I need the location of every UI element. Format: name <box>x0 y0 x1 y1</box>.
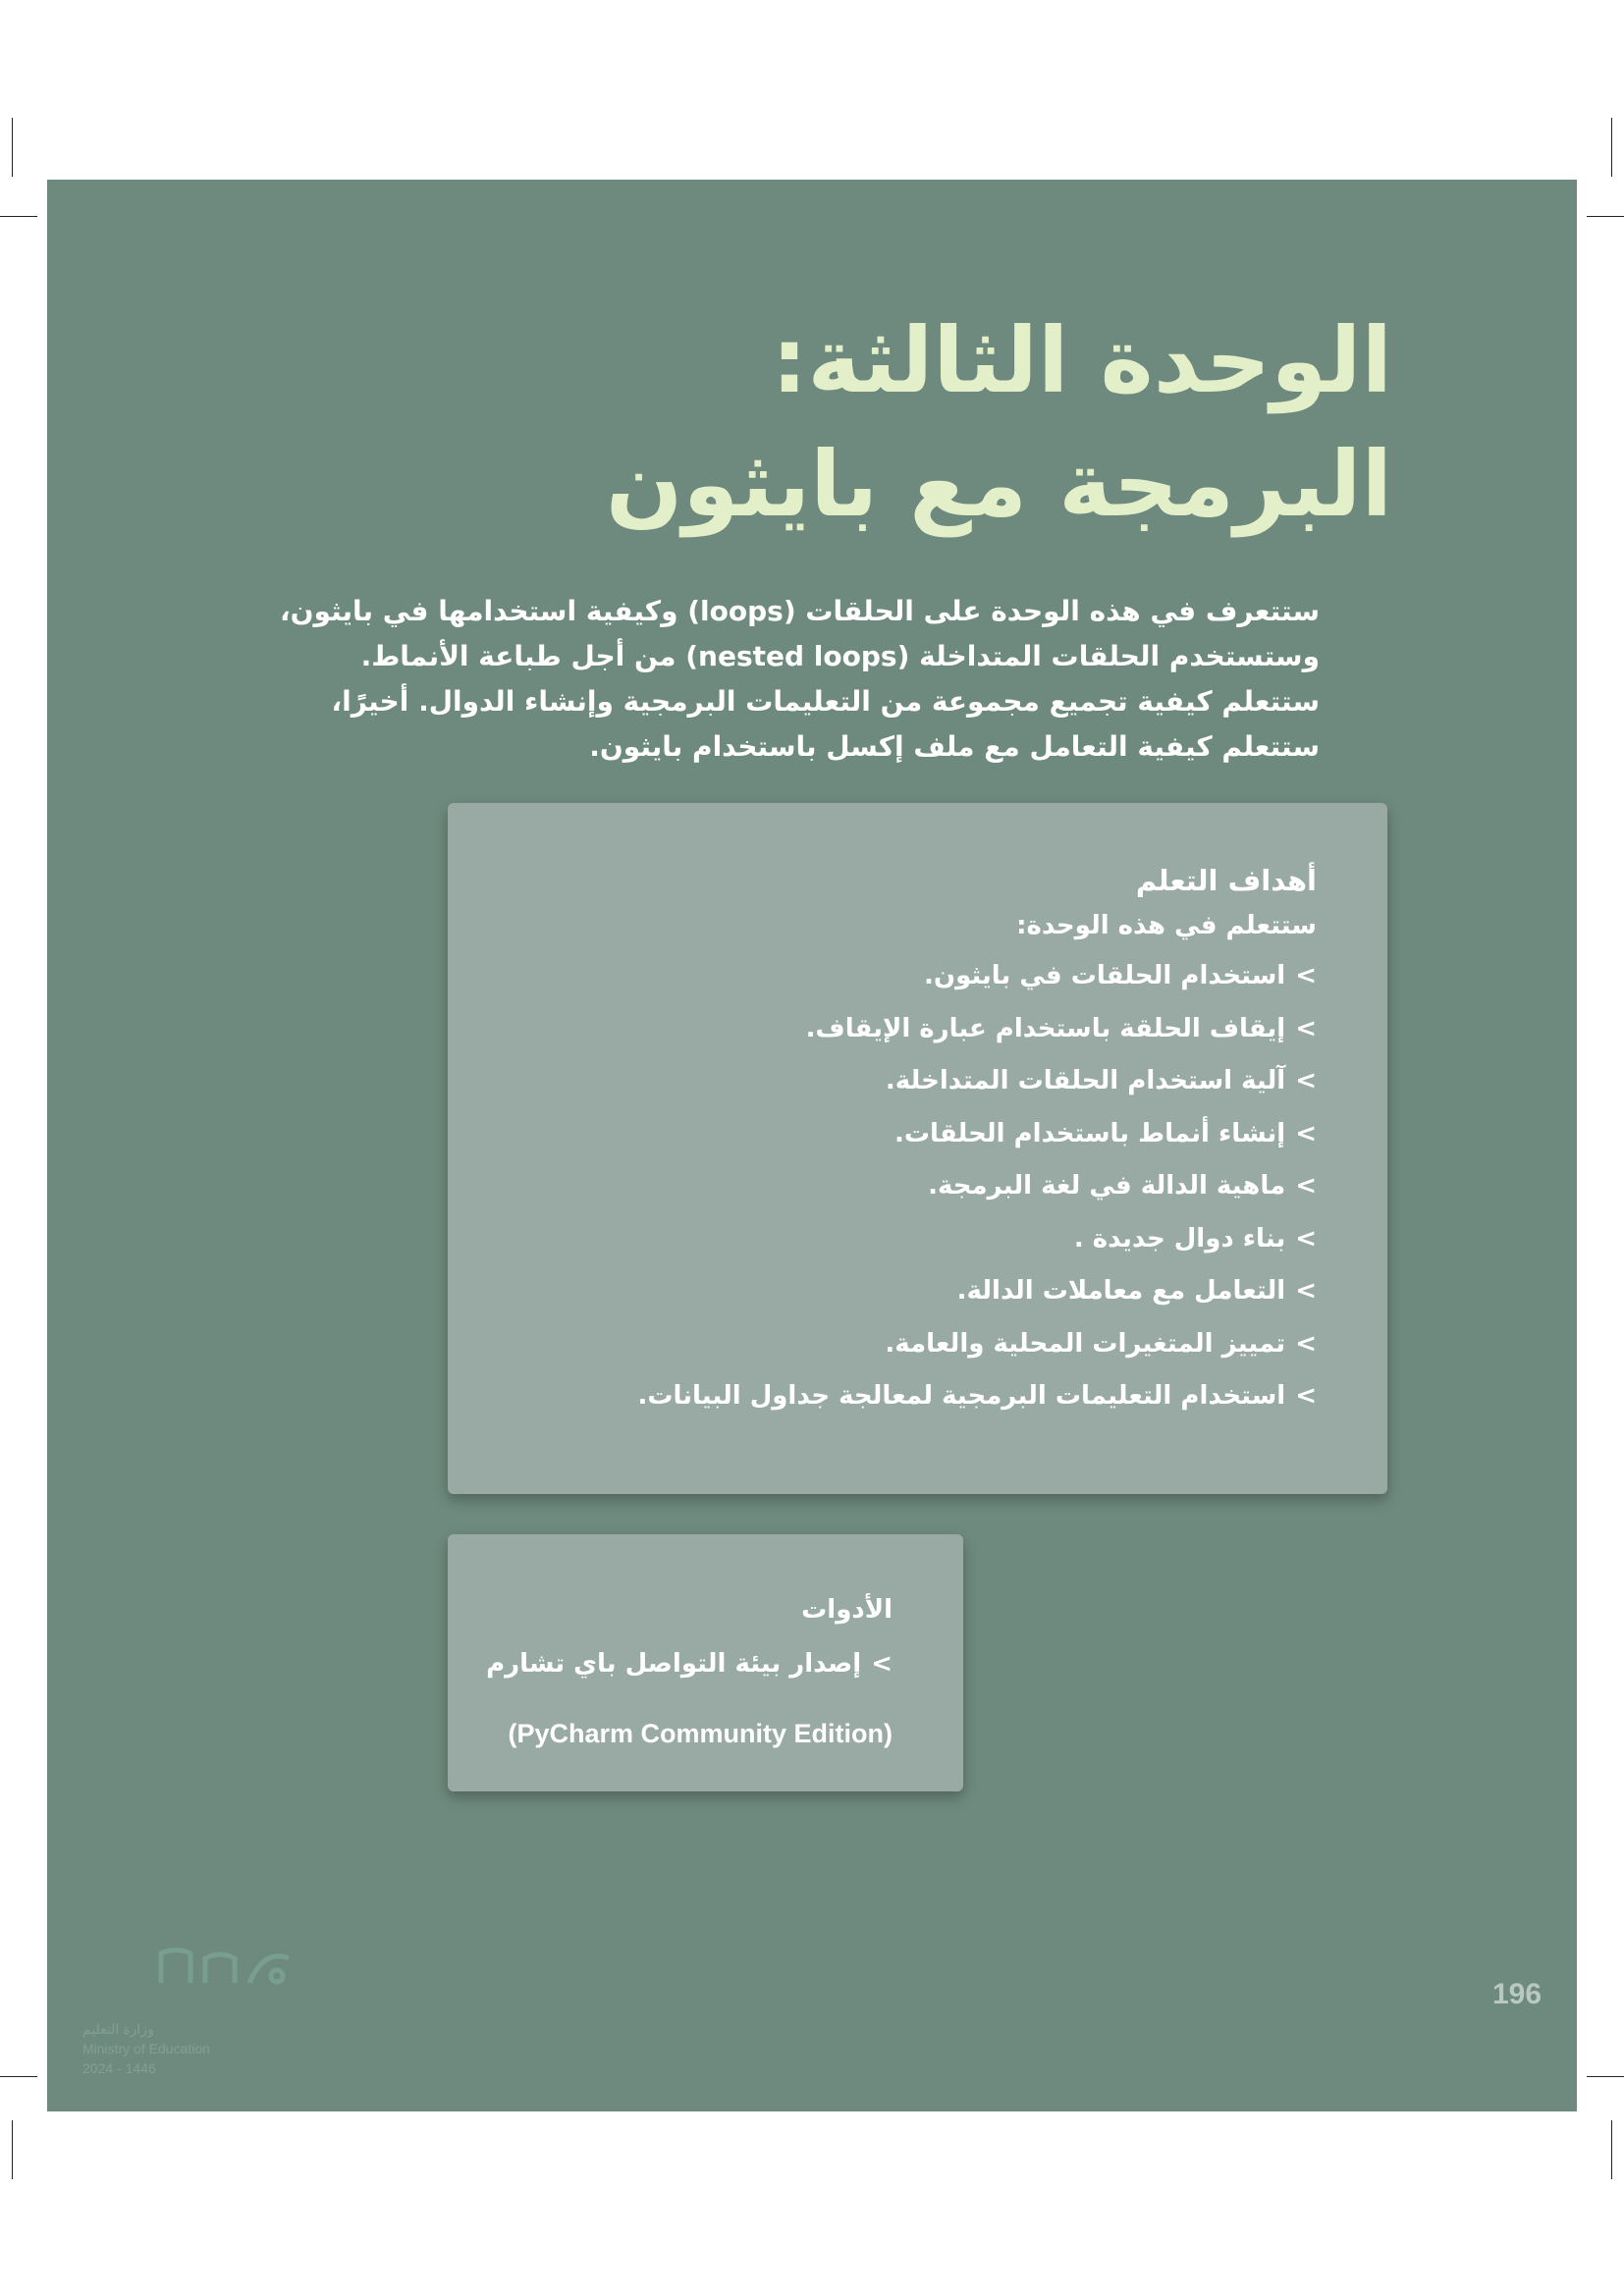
unit-introduction <box>280 589 1320 770</box>
learning-goals-title: أهداف التعلم <box>1135 864 1317 897</box>
list-item <box>512 1166 1317 1219</box>
unit-title <box>410 299 1392 547</box>
chevron-bullet-icon: > <box>1295 1013 1317 1043</box>
intro-line: ستتعلم كيفية تجميع مجموعة من التعليمات البرمجية وإنشاء الدوال. أخيرًا، <box>331 685 1320 718</box>
crop-mark <box>1611 118 1612 177</box>
unit-title-line1: الوحدة الثالثة: <box>771 308 1392 413</box>
intro-line: ستتعرف في هذه الوحدة على الحلقات (loops) وكيفية استخدامها في بايثون، <box>280 595 1320 627</box>
ministry-emblem-icon <box>151 1939 298 1998</box>
chevron-bullet-icon: > <box>1295 961 1317 990</box>
crop-mark <box>12 2120 13 2179</box>
chevron-bullet-icon: > <box>1295 1328 1317 1359</box>
learning-goals-subtitle: ستتعلم في هذه الوحدة: <box>1016 911 1317 940</box>
chevron-bullet-icon: > <box>1295 1276 1317 1306</box>
goal-text: إيقاف الحلقة باستخدام عبارة الإيقاف. <box>805 1013 1286 1043</box>
chevron-bullet-icon: > <box>1295 1223 1317 1254</box>
ministry-year: 2024 - 1446 <box>82 2060 156 2076</box>
crop-mark <box>0 2076 37 2077</box>
crop-mark <box>1611 2120 1612 2179</box>
ministry-name-en: Ministry of Education <box>82 2041 210 2056</box>
crop-mark <box>12 118 13 177</box>
crop-mark <box>1587 2076 1624 2077</box>
goal-text: ماهية الدالة في لغة البرمجة. <box>928 1171 1286 1201</box>
goal-text: التعامل مع معاملات الدالة. <box>956 1276 1286 1306</box>
page-number: 196 <box>1492 1978 1543 2010</box>
chevron-bullet-icon: > <box>1295 1066 1317 1095</box>
goal-text: آلية استخدام الحلقات المتداخلة. <box>885 1066 1286 1095</box>
goal-text: إنشاء أنماط باستخدام الحلقات. <box>894 1118 1286 1148</box>
crop-mark <box>1587 216 1624 217</box>
list-item <box>512 1114 1317 1167</box>
tools-item-text: إصدار بيئة التواصل باي تشارم <box>486 1649 862 1679</box>
tools-item <box>480 1642 893 1685</box>
tools-item-english: (PyCharm Community Edition) <box>508 1719 893 1748</box>
ministry-text <box>82 2019 210 2078</box>
list-item <box>512 1271 1317 1324</box>
goal-text: بناء دوال جديدة . <box>1073 1223 1286 1254</box>
list-item <box>512 1324 1317 1377</box>
learning-goals-list <box>512 956 1317 1429</box>
list-item <box>512 956 1317 1009</box>
tools-box <box>448 1534 963 1791</box>
list-item <box>512 1219 1317 1272</box>
tools-content <box>480 1595 893 1782</box>
chevron-bullet-icon: > <box>871 1649 893 1679</box>
intro-line: وستستخدم الحلقات المتداخلة (nested loops) من أجل طباعة الأنماط. <box>360 640 1320 672</box>
list-item <box>512 1061 1317 1114</box>
chevron-bullet-icon: > <box>1295 1118 1317 1148</box>
ministry-logo <box>82 1939 318 2076</box>
goal-text: استخدام التعليمات البرمجية لمعالجة جداول البيانات. <box>637 1381 1286 1411</box>
ministry-name-ar: وزارة التعليم <box>82 2021 154 2037</box>
chevron-bullet-icon: > <box>1295 1171 1317 1201</box>
list-item <box>512 1009 1317 1062</box>
learning-goals-content <box>512 864 1317 1429</box>
learning-goals-box <box>448 803 1387 1494</box>
goal-text: استخدام الحلقات في بايثون. <box>924 961 1286 990</box>
unit-title-line2: البرمجة مع بايثون <box>605 432 1392 537</box>
list-item <box>512 1376 1317 1429</box>
goal-text: تمييز المتغيرات المحلية والعامة. <box>885 1328 1286 1359</box>
tools-title: الأدوات <box>801 1595 893 1625</box>
crop-mark <box>0 216 37 217</box>
chevron-bullet-icon: > <box>1295 1381 1317 1411</box>
intro-line: ستتعلم كيفية التعامل مع ملف إكسل باستخدام بايثون. <box>589 730 1320 763</box>
